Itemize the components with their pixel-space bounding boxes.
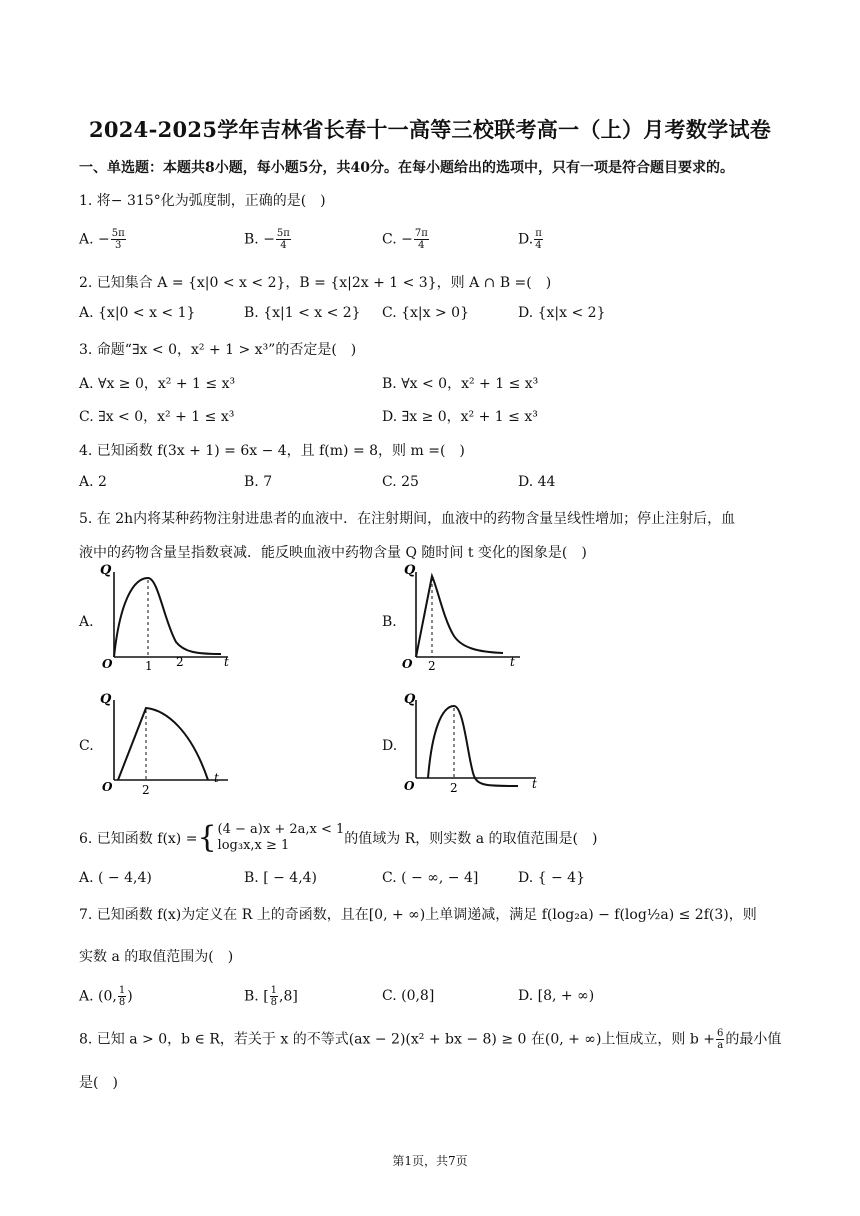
question-7-stem-line1: 7. 已知函数 f(x)为定义在 R 上的奇函数，且在[0, + ∞)上单调递减，满足 f(log₂a) − f(log½a) ≤ 2f(3)，则 xyxy=(79,907,757,923)
question-1-stem: 1. 将− 315°化为弧度制，正确的是( ) xyxy=(79,193,326,209)
t-label: t xyxy=(224,655,229,669)
page-footer: 第1页，共7页 xyxy=(392,1154,468,1168)
q3-option-d[interactable]: D. ∃x ≥ 0，x² + 1 ≤ x³ xyxy=(382,409,538,425)
q5-option-d[interactable]: D. xyxy=(382,738,398,754)
curve xyxy=(416,576,503,657)
origin-label: O xyxy=(102,657,113,671)
q2-option-b[interactable]: B. {x|1 < x < 2} xyxy=(244,305,361,321)
q1-option-d[interactable]: D. $\frac{\pi}{4}$ xyxy=(518,228,542,251)
section-heading: 一、单选题：本题共8小题，每小题5分，共40分。在每小题给出的选项中，只有一项是符合题目要求的。 xyxy=(79,160,734,176)
graph-b[interactable] xyxy=(398,560,528,675)
page-title: 2024-2025学年吉林省长春十一高等三校联考高一（上）月考数学试卷 xyxy=(88,117,772,142)
origin-label: O xyxy=(404,779,415,793)
q5-option-c[interactable]: C. xyxy=(79,738,94,754)
q4-option-a[interactable]: A. 2 xyxy=(79,474,107,490)
t-label: t xyxy=(510,655,515,669)
q5-option-a[interactable]: A. xyxy=(79,614,94,630)
question-5-stem-line1: 5. 在 2h内将某种药物注射进患者的血液中．在注射期间，血液中的药物含量呈线性增加；停止注射后，血 xyxy=(79,511,736,527)
q-label: Q xyxy=(404,692,416,707)
question-2-stem: 2. 已知集合 A = {x|0 < x < 2}，B = {x|2x + 1 < 3}，则 A ∩ B =( ) xyxy=(79,275,552,291)
q7-option-c[interactable]: C. (0,8] xyxy=(382,988,435,1004)
tick-label-2: 2 xyxy=(450,781,458,795)
q6-option-c[interactable]: C. ( − ∞, − 4] xyxy=(382,870,479,886)
curve xyxy=(428,706,518,786)
q2-option-d[interactable]: D. {x|x < 2} xyxy=(518,305,606,321)
tick-label-1: 1 xyxy=(145,659,153,673)
question-8-stem-line2: 是( ) xyxy=(79,1075,118,1091)
q3-option-a[interactable]: A. ∀x ≥ 0，x² + 1 ≤ x³ xyxy=(79,376,236,392)
origin-label: O xyxy=(402,657,413,671)
q1-option-c[interactable]: C. − $\frac{7\pi}{4}$ xyxy=(382,228,428,251)
piecewise-function: { (4 − a)x + 2a,x < 1 log₃x,x ≥ 1 xyxy=(197,820,345,855)
question-8-stem-line1: 8. 已知 a > 0，b ∈ R，若关于 x 的不等式(ax − 2)(x² + bx − 8) ≥ 0 在(0, + ∞)上恒成立，则 b + $\frac{6}{a}$ 的最小值 xyxy=(79,1028,782,1051)
origin-label: O xyxy=(102,780,113,794)
q-label: Q xyxy=(100,563,112,578)
q3-option-c[interactable]: C. ∃x < 0，x² + 1 ≤ x³ xyxy=(79,409,235,425)
tick-label-2: 2 xyxy=(142,783,150,797)
curve xyxy=(114,578,221,657)
q7-option-b[interactable]: B. [ $\frac{1}{8}$ ,8] xyxy=(244,985,298,1008)
question-7-stem-line2: 实数 a 的取值范围为( ) xyxy=(79,949,234,965)
question-4-stem: 4. 已知函数 f(3x + 1) = 6x − 4，且 f(m) = 8，则 m =( ) xyxy=(79,443,465,459)
q6-option-d[interactable]: D. { − 4} xyxy=(518,870,585,886)
graph-d[interactable] xyxy=(398,690,548,800)
q-label: Q xyxy=(100,692,112,707)
q7-option-d[interactable]: D. [8, + ∞) xyxy=(518,988,595,1004)
q4-option-b[interactable]: B. 7 xyxy=(244,474,273,490)
q2-option-a[interactable]: A. {x|0 < x < 1} xyxy=(79,305,196,321)
question-5-stem-line2: 液中的药物含量呈指数衰减．能反映血液中药物含量 Q 随时间 t 变化的图象是( ) xyxy=(79,545,587,561)
q3-option-b[interactable]: B. ∀x < 0，x² + 1 ≤ x³ xyxy=(382,376,539,392)
question-6-stem: 6. 已知函数 f(x) = { (4 − a)x + 2a,x < 1 log₃x,x ≥ 1 的值域为 R，则实数 a 的取值范围是( ) xyxy=(79,820,598,855)
q7-option-a[interactable]: A. (0, $\frac{1}{8}$ ) xyxy=(79,985,133,1008)
q2-option-c[interactable]: C. {x|x > 0} xyxy=(382,305,469,321)
q-label: Q xyxy=(404,563,416,578)
t-label: t xyxy=(532,777,537,791)
graph-a[interactable] xyxy=(96,560,236,675)
q4-option-d[interactable]: D. 44 xyxy=(518,474,556,490)
q4-option-c[interactable]: C. 25 xyxy=(382,474,419,490)
q1-option-b[interactable]: B. − $\frac{5\pi}{4}$ xyxy=(244,228,290,251)
q6-option-b[interactable]: B. [ − 4,4) xyxy=(244,870,318,886)
q1-option-a[interactable]: A. − $\frac{5\pi}{3}$ xyxy=(79,228,125,251)
question-3-stem: 3. 命题“∃x < 0，x² + 1 > x³”的否定是( ) xyxy=(79,342,357,358)
t-label: t xyxy=(214,771,219,785)
tick-label-2: 2 xyxy=(176,655,184,669)
tick-label-2: 2 xyxy=(428,659,436,673)
q6-option-a[interactable]: A. ( − 4,4) xyxy=(79,870,152,886)
q5-option-b[interactable]: B. xyxy=(382,614,397,630)
curve xyxy=(118,708,208,780)
graph-c[interactable] xyxy=(96,690,236,800)
